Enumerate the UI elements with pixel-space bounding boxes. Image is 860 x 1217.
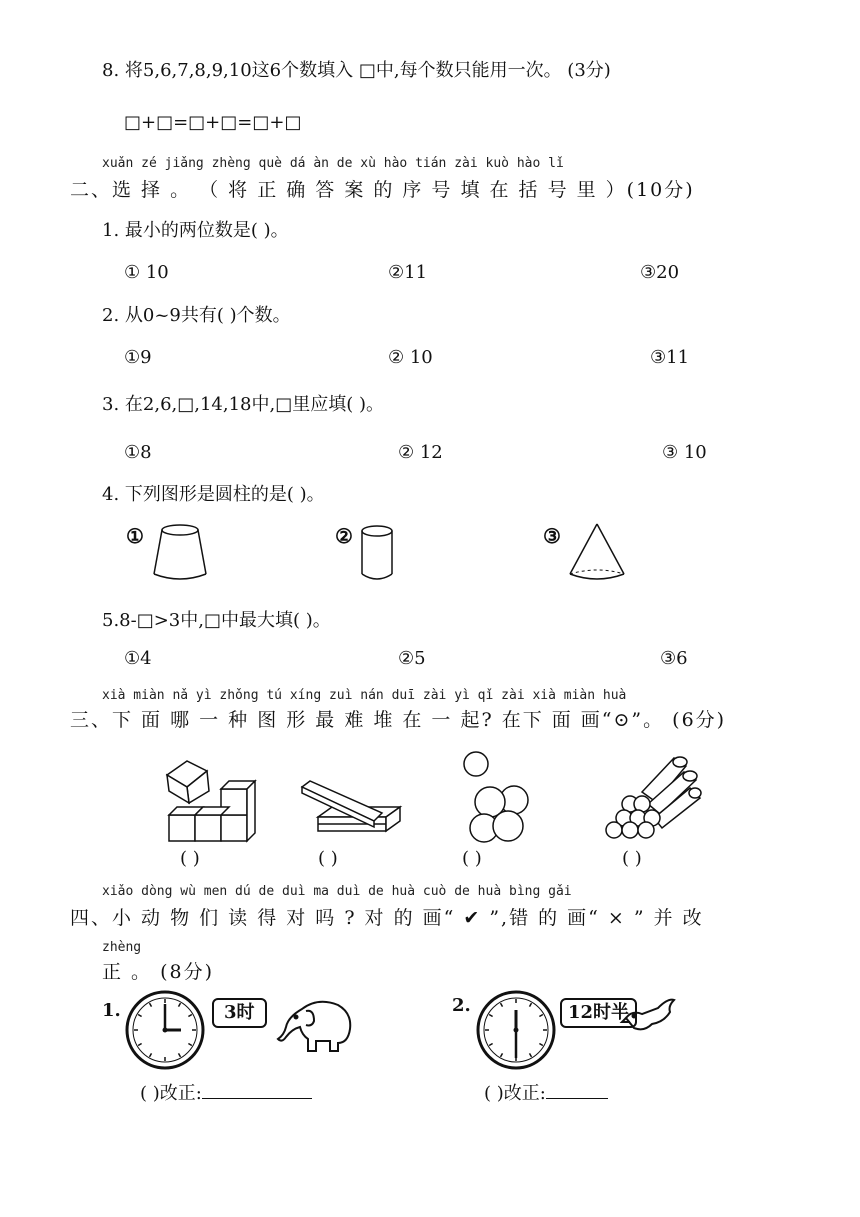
answer-bracket[interactable]: ( ) [462,848,482,869]
option-1: ①4 [124,648,152,669]
logs-illustration [602,752,702,842]
option-1-label: ① [126,524,144,548]
option-1: ①9 [124,347,152,368]
cone-shape [568,520,628,582]
clock-icon [476,990,556,1070]
section-4-title: 四、小 动 物 们 读 得 对 吗 ? 对 的 画“ ✔ ”,错 的 画“ × ” 并 改 [70,907,704,929]
item-1-answer [140,1080,312,1105]
boards-illustration [300,775,410,845]
clock-icon [125,990,205,1070]
option-1: ① 10 [124,262,169,283]
cubes-illustration [165,755,265,845]
section-3-title: 三、下 面 哪 一 种 图 形 最 难 堆 在 一 起? 在下 面 画“⊙”。 (6分) [70,709,727,731]
question-stem: 4. 下列图形是圆柱的是( )。 [102,484,325,505]
question-stem: 5.8-□>3中,□中最大填( )。 [102,610,331,631]
option-2: ②11 [388,262,428,283]
correction-blank[interactable] [546,1080,608,1099]
section-2-title: 二、选 择 。 （ 将 正 确 答 案 的 序 号 填 在 括 号 里 ）(10分) [70,179,695,201]
correction-label: ( )改正: [140,1083,202,1104]
option-2-label: ② [335,524,353,548]
section-4-title-2: 正 。 (8分) [102,961,214,983]
speech-bubble: 3时 [212,998,267,1028]
item-2-answer [484,1080,608,1105]
answer-bracket[interactable]: ( ) [622,848,642,869]
option-3: ③ 10 [662,442,707,463]
option-3: ③20 [640,262,680,283]
option-2: ② 10 [388,347,433,368]
question-8-equation: □+□=□+□=□+□ [124,112,302,133]
section-4-pinyin-2: zhèng [102,940,142,955]
option-3: ③6 [660,648,688,669]
option-1: ①8 [124,442,152,463]
speech-bubble: 12时半 [560,998,637,1028]
question-8-text: 8. 将5,6,7,8,9,10这6个数填入 □中,每个数只能用一次。 (3分) [102,60,611,81]
elephant-icon [272,995,354,1055]
section-2-pinyin: xuǎn zé jiǎng zhèng què dá àn de xù hào tián zài kuò hào lǐ [102,156,564,171]
question-stem: 2. 从0~9共有( )个数。 [102,305,291,326]
section-4-pinyin: xiǎo dòng wù men dú de duì ma duì de huà cuò de huà bìng gǎi [102,884,572,899]
correction-label: ( )改正: [484,1083,546,1104]
question-stem: 1. 最小的两位数是( )。 [102,220,289,241]
item-2-number: 2. [452,995,471,1016]
question-stem: 3. 在2,6,□,14,18中,□里应填( )。 [102,394,384,415]
answer-bracket[interactable]: ( ) [318,848,338,869]
option-3: ③11 [650,347,690,368]
answer-bracket[interactable]: ( ) [180,848,200,869]
option-3-label: ③ [543,524,561,548]
item-1-number: 1. [102,1000,121,1021]
balls-illustration [462,748,542,848]
option-2: ② 12 [398,442,443,463]
cylinder-shape [360,524,396,584]
option-2: ②5 [398,648,426,669]
section-3-pinyin: xià miàn nǎ yì zhǒng tú xíng zuì nán duī zài yì qǐ zài xià miàn huà [102,688,627,703]
bird-icon [622,994,678,1038]
frustum-shape [150,520,210,582]
correction-blank[interactable] [202,1080,312,1099]
